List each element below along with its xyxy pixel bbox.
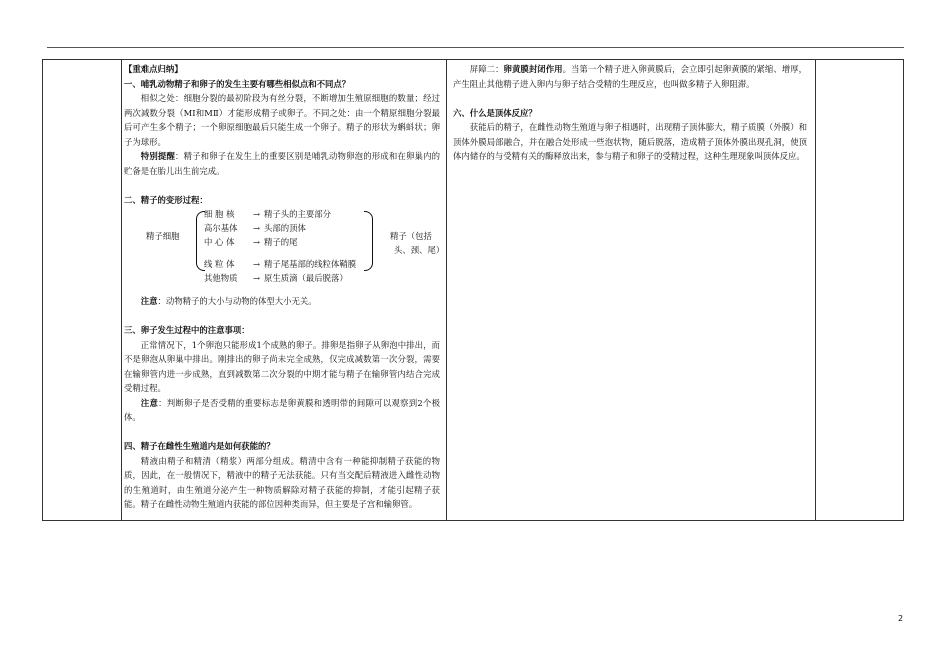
diagram-result-line1: 精子（包括 xyxy=(390,231,432,241)
column-divider-3 xyxy=(815,60,816,520)
note-text: ：判断卵子是否受精的重要标志是卵黄膜和透明带的间隙可以观察到2个极体。 xyxy=(124,397,441,422)
q1-paragraph: 相似之处：细胞分裂的最初阶段为有丝分裂，不断增加生殖原细胞的数量；经过两次减数分裂（MⅠ和MⅡ）才能形成精子或卵子。不同之处：由一个精原细胞分裂最后可产生多个精子；一个卵原细胞最后只能生成一个卵子。精子的形状为蝌蚪状；卵子为球形。 xyxy=(124,93,440,147)
right-brace xyxy=(364,211,373,271)
q6-paragraph: 获能后的精子，在雌性动物生殖道与卵子相遇时，出现精子顶体膨大，精子质膜（外膜）和顶体外膜局部融合，并在融合处形成一些泡状物，随后脱落，造成精子顶体外膜出现孔洞，使顶体内储存的与受精有关的酶释放出来，参与精子和卵子的受精过程，这种生理现象叫顶体反应。 xyxy=(453,122,807,161)
q3-note xyxy=(124,396,440,425)
diagram-result-line2: 头、颈、尾） xyxy=(394,245,445,255)
arrow-icon: → xyxy=(253,237,261,247)
q6-heading: 六、什么是顶体反应？ xyxy=(453,107,537,118)
header-rule xyxy=(47,47,904,48)
diagram-from-centrosome: 中 心 体 xyxy=(204,237,235,247)
diagram-source: 精子细胞 xyxy=(146,231,180,241)
barrier2-text: 。当第一个精子进入卵黄膜后，会立即引起卵黄膜的紧缩、增厚，产生阻止其他精子进入卵内与卵子结合受精的生理反应，也叫做多精子入卵阻滞。 xyxy=(453,64,808,89)
barrier2-bold: 卵黄膜封闭作用 xyxy=(503,64,563,74)
q2-note xyxy=(124,294,440,309)
tip-text: ：精子和卵子在发生上的重要区别是哺乳动物卵泡的形成和在卵巢内的贮备是在胎儿出生前完成。 xyxy=(124,151,441,176)
q1-heading: 一、哺乳动物精子和卵子的发生主要有哪些相似点和不同点？ xyxy=(124,78,351,89)
document-table xyxy=(42,59,904,521)
note-label: 注意 xyxy=(140,397,159,408)
diagram-to-nucleus: 精子头的主要部分 xyxy=(264,209,331,219)
diagram-from-golgi: 高尔基体 xyxy=(204,223,238,233)
q2-heading: 二、精子的变形过程： xyxy=(124,194,208,205)
q4-paragraph: 精液由精子和精清（精浆）两部分组成。精清中含有一种能抑制精子获能的物质，因此，在一般情况下，精液中的精子无法获能。只有当交配后精液进入雌性动物的生殖道时，由生殖道分泌产生一种物质解除对精子获能的抑制，才能引起精子获能。精子在雌性动物生殖道内获能的部位因种类而异，但主要是子宫和输卵管。 xyxy=(124,455,440,509)
tip-label: 特别提醒 xyxy=(140,151,176,161)
arrow-icon: → xyxy=(253,273,261,283)
arrow-icon: → xyxy=(253,259,261,269)
q4-heading: 四、精子在雌性生殖道内是如何获能的？ xyxy=(124,441,275,451)
diagram-from-nucleus: 细 胞 核 xyxy=(204,209,235,219)
q3-paragraph: 正常情况下，1个卵泡只能形成1个成熟的卵子。排卵是指卵子从卵泡中排出，而不是卵泡从卵巢中排出。刚排出的卵子尚未完全成熟，仅完成减数第一次分裂，需要在输卵管内进一步成熟，直到减数第二次分裂的中期才能与精子在输卵管内结合完成受精过程。 xyxy=(124,339,440,393)
arrow-icon: → xyxy=(253,223,261,233)
note-label: 注意 xyxy=(140,296,158,306)
column-divider-1 xyxy=(121,60,122,520)
page-number: 2 xyxy=(898,614,904,623)
note-text: ：动物精子的大小与动物的体型大小无关。 xyxy=(157,296,317,306)
diagram-to-mitochondria: 精子尾基部的线粒体鞘膜 xyxy=(264,259,357,269)
barrier2-paragraph xyxy=(453,62,807,91)
diagram-to-other: 原生质滴（最后脱落） xyxy=(264,273,348,283)
section-title: 【重难点归纳】 xyxy=(124,64,183,74)
barrier2-prefix: 屏障二： xyxy=(469,64,504,74)
diagram-from-mitochondria: 线 粒 体 xyxy=(204,259,235,269)
column-divider-2 xyxy=(446,60,447,520)
diagram-to-golgi: 头部的顶体 xyxy=(264,223,306,233)
arrow-icon: → xyxy=(253,209,261,219)
diagram-to-centrosome: 精子的尾 xyxy=(264,237,298,247)
content-column-left xyxy=(124,62,445,512)
content-column-right xyxy=(453,62,807,164)
q3-heading: 三、卵子发生过程中的注意事项： xyxy=(124,325,250,335)
sperm-transformation-diagram xyxy=(124,207,445,294)
q1-tip xyxy=(124,149,440,178)
diagram-from-other: 其他物质 xyxy=(204,273,238,283)
